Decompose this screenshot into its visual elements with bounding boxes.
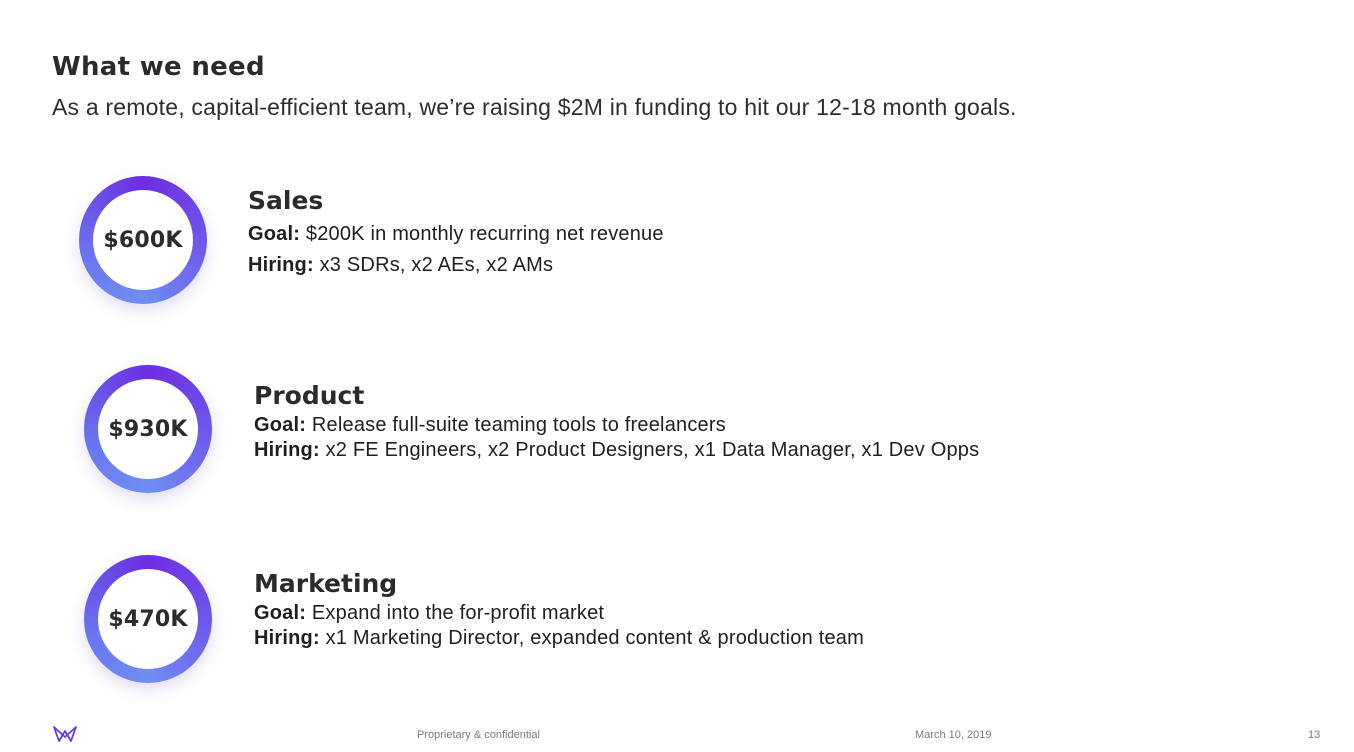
hiring-line [254,627,864,650]
slide-title: What we need [52,52,265,82]
amount-label: $930K [108,416,188,442]
hiring-label: Hiring: [248,254,314,276]
goal-line [254,602,864,625]
hiring-text: x1 Marketing Director, expanded content & production team [319,627,864,649]
goal-text: Expand into the for-profit market [306,602,605,624]
confidential-label: Proprietary & confidential [417,729,540,741]
hiring-label: Hiring: [254,627,320,649]
section-title: Product [254,381,365,410]
amount-ring-sales [79,176,207,304]
w-logo-icon [52,724,78,744]
goal-label: Goal: [254,602,307,624]
hiring-line [254,439,979,462]
section-title: Marketing [254,569,398,598]
goal-text: Release full-suite teaming tools to freelancers [306,414,726,436]
goal-line [254,414,979,437]
hiring-line [248,254,664,277]
goal-label: Goal: [248,223,301,245]
amount-ring-product [84,365,212,493]
section-marketing [254,569,864,650]
slide-subtitle: As a remote, capital-efficient team, we’re raising $2M in funding to hit our 12-18 month goals. [52,94,1017,120]
amount-ring-marketing [84,555,212,683]
amount-label: $470K [108,606,188,632]
section-sales [248,186,664,277]
hiring-text: x3 SDRs, x2 AEs, x2 AMs [313,254,554,276]
date-label: March 10, 2019 [915,729,992,741]
hiring-label: Hiring: [254,439,320,461]
section-title: Sales [248,186,324,215]
goal-line [248,223,664,246]
goal-text: $200K in monthly recurring net revenue [300,223,664,245]
goal-label: Goal: [254,414,307,436]
hiring-text: x2 FE Engineers, x2 Product Designers, x1 Data Manager, x1 Dev Opps [319,439,980,461]
section-product [254,381,979,462]
page-number: 13 [1308,729,1321,741]
amount-label: $600K [103,227,183,253]
